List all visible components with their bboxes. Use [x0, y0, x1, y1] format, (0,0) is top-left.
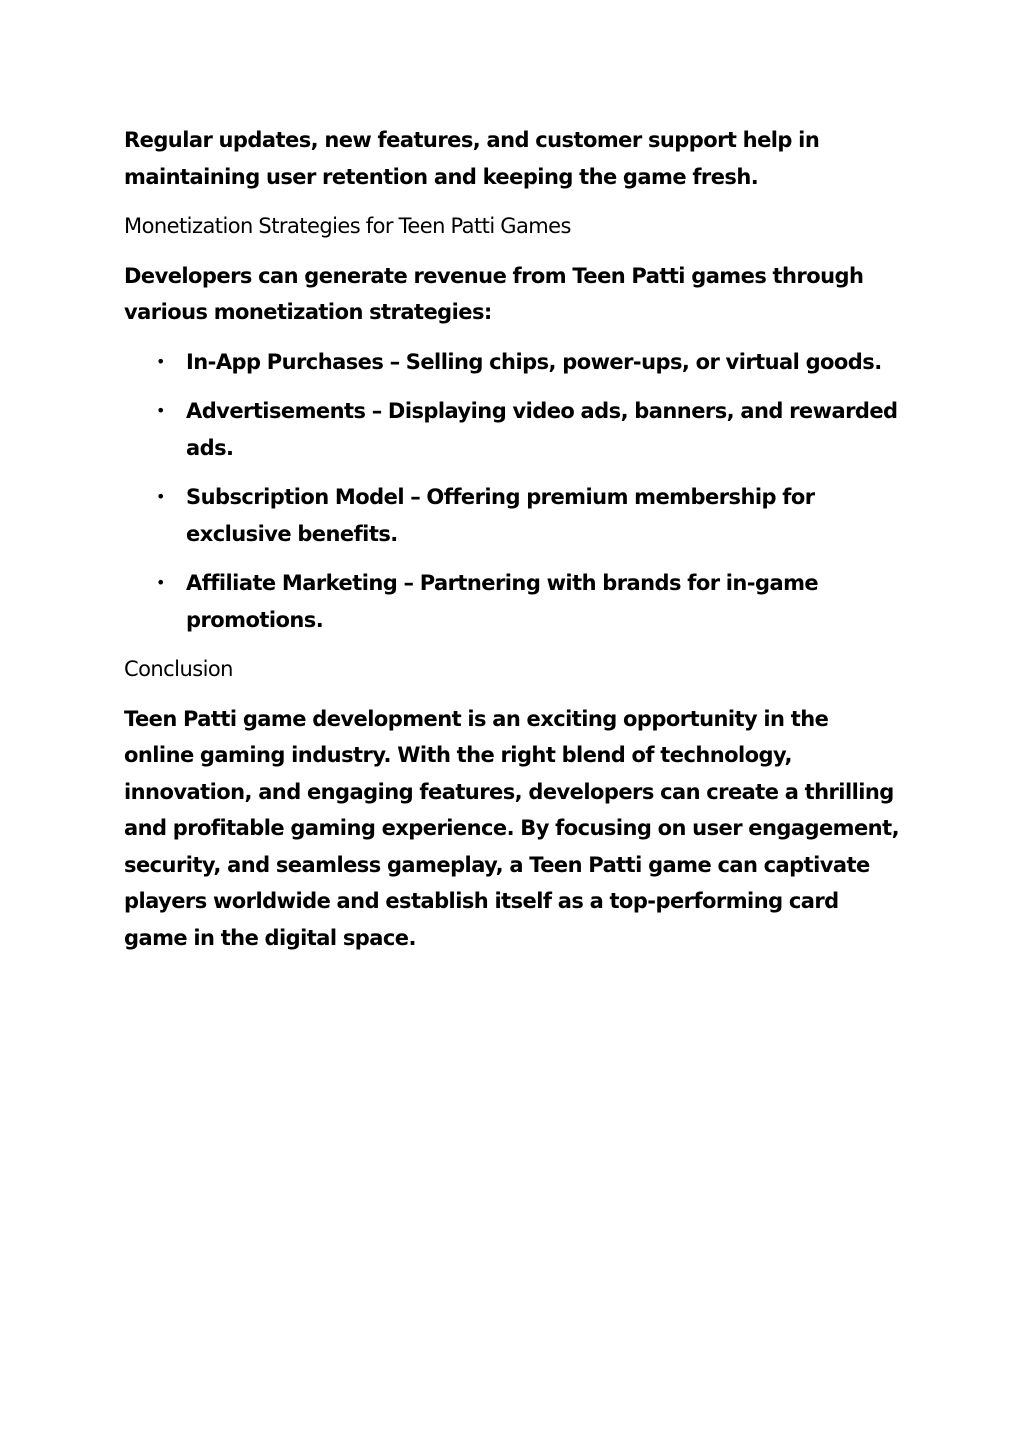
list-item	[124, 393, 904, 466]
list-item-text: Subscription Model – Offering premium membership for exclusive benefits.	[186, 485, 815, 546]
bullet-icon: •	[156, 487, 165, 506]
bullet-icon: •	[156, 401, 165, 420]
list-item-text: Advertisements – Displaying video ads, banners, and rewarded ads.	[186, 399, 898, 460]
list-item	[124, 344, 904, 381]
document-body	[124, 122, 904, 969]
list-item-text: Affiliate Marketing – Partnering with brands for in-game promotions.	[186, 571, 819, 632]
conclusion-heading: Conclusion	[124, 657, 233, 681]
list-item	[124, 565, 904, 638]
list-item	[124, 479, 904, 552]
bullet-icon: •	[156, 351, 165, 371]
monetization-intro-paragraph: Developers can generate revenue from Teen Patti games through various monetization strategies:	[124, 263, 864, 324]
conclusion-paragraph: Teen Patti game development is an exciting opportunity in the online gaming industry. With the right blend of technology, innovation, and engaging features, developers can create a thrilling and profitable gaming experience. By focusing on user engagement, security, and seamless gameplay, a Teen Patti game can captivate players worldwide and establish itself as a top-performing card game in the digital space.	[124, 706, 899, 950]
intro-paragraph: Regular updates, new features, and customer support help in maintaining user retention and keeping the game fresh.	[124, 128, 820, 189]
list-item-text: In-App Purchases – Selling chips, power-ups, or virtual goods.	[186, 349, 882, 374]
bullet-icon: •	[156, 573, 165, 592]
monetization-list	[124, 344, 904, 639]
monetization-heading: Monetization Strategies for Teen Patti Games	[124, 214, 571, 238]
